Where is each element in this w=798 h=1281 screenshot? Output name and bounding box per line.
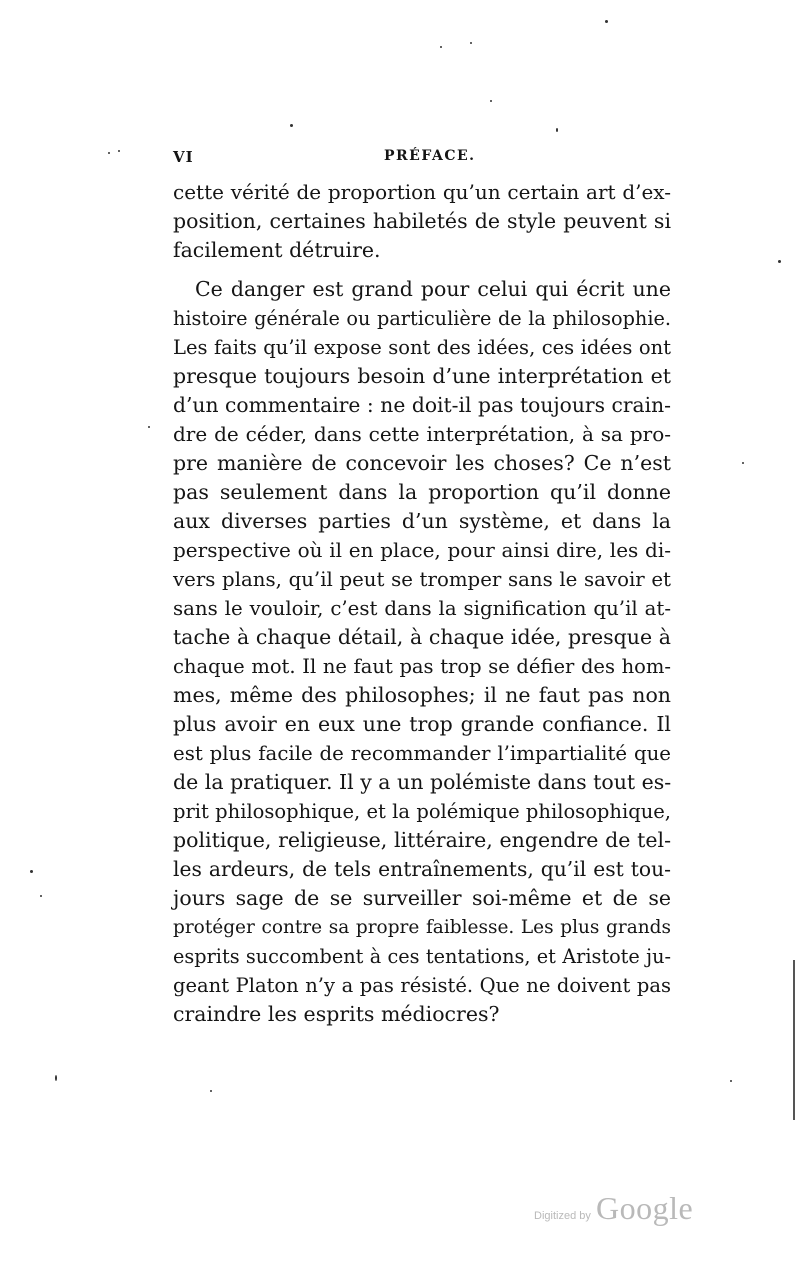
text-line: dre de céder, dans cette interprétation, à sa pro- [173,422,671,446]
page-header [173,148,671,170]
scan-speck [742,462,744,464]
scan-speck [778,260,781,263]
scan-speck [556,128,558,132]
text-line: pre manière de concevoir les choses? Ce n’est [173,451,671,475]
scan-speck [290,124,293,127]
text-line: mes, même des philosophes; il ne faut pas non [173,683,671,707]
scan-speck [440,46,442,48]
text-line: cette vérité de proportion qu’un certain art d’ex- [173,180,671,204]
text-line: tache à chaque détail, à chaque idée, presque à [173,625,671,649]
text-line: pas seulement dans la proportion qu’il donne [173,480,671,504]
watermark-brand: Google [595,1190,694,1226]
scan-speck [793,960,795,1120]
scan-speck [148,426,150,428]
text-line: chaque mot. Il ne faut pas trop se défier des hom- [173,655,671,678]
scan-speck [108,152,110,154]
page-number: VI [173,148,194,166]
text-line: jours sage de se surveiller soi-même et de se [173,886,671,910]
text-line: facilement détruire. [173,238,381,262]
running-title: PRÉFACE. [384,148,476,164]
text-line: aux diverses parties d’un système, et dans la [173,509,671,533]
scan-speck [118,150,120,152]
paragraph-2 [173,275,671,1029]
scan-speck [210,1090,212,1092]
scan-speck [730,1080,732,1082]
scan-speck [470,42,472,44]
text-line: Les faits qu’il expose sont des idées, ces idées ont [173,336,671,359]
watermark-prefix: Digitized by [534,1210,591,1222]
text-line: Ce danger est grand pour celui qui écrit une [195,277,671,301]
body-text [173,178,671,1029]
text-line: sans le vouloir, c’est dans la signification qu’il at- [173,597,671,620]
scan-speck [605,20,608,23]
text-line: histoire générale ou particulière de la philosophie. [173,307,671,330]
text-line: les ardeurs, de tels entraînements, qu’il est tou- [173,857,671,881]
text-line: position, certaines habiletés de style peuvent si [173,209,671,233]
scan-speck [30,870,33,873]
text-line: d’un commentaire : ne doit-il pas toujours crain- [173,393,671,417]
text-line: est plus facile de recommander l’impartialité que [173,742,671,765]
text-line: geant Platon n’y a pas résisté. Que ne doivent pas [173,974,671,997]
text-line: prit philosophique, et la polémique philosophique, [173,800,671,823]
paragraph-1 [173,178,671,265]
text-line: protéger contre sa propre faiblesse. Les plus grands [173,917,671,938]
text-line: plus avoir en eux une trop grande confiance. Il [173,712,671,736]
text-line: craindre les esprits médiocres? [173,1002,500,1026]
text-line: perspective où il en place, pour ainsi dire, les di- [173,538,671,562]
scan-speck [40,895,42,897]
text-line: de la pratiquer. Il y a un polémiste dans tout es- [173,770,672,794]
text-line: presque toujours besoin d’une interprétation et [173,364,671,388]
text-line: politique, religieuse, littéraire, engendre de tel- [173,828,671,852]
text-line: esprits succombent à ces tentations, et Aristote ju- [173,945,671,968]
scan-speck [55,1075,57,1081]
text-line: vers plans, qu’il peut se tromper sans le savoir et [173,568,671,591]
scan-speck [490,100,492,102]
digitized-by-google-watermark [534,1190,704,1230]
